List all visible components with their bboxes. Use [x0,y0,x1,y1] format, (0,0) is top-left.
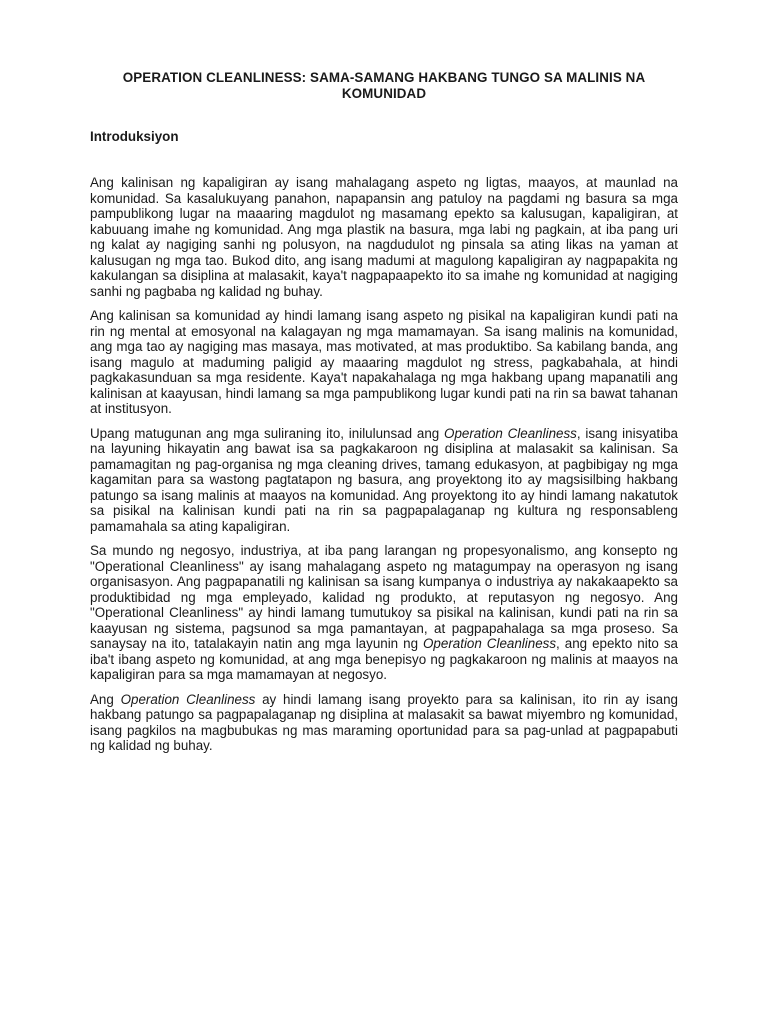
document-body [90,175,678,754]
paragraph-2: Ang kalinisan sa komunidad ay hindi lamang isang aspeto ng pisikal na kapaligiran kundi pati na rin ng mental at emosyonal na kalagayan ng mga mamamayan. Sa isang malinis na komunidad, ang mga tao ay nagiging mas masaya, mas motivated, at mas produktibo. Sa kabilang banda, ang isang magulo at maduming paligid ay maaaring magdulot ng stress, pagkabahala, at hindi pagkakasunduan sa mga residente. Kaya't napakahalaga ng mga hakbang upang mapanatili ang kalinisan at kaayusan, hindi lamang sa mga pampublikong lugar kundi pati na rin sa bawat tahanan at institusyon. [90,308,678,416]
paragraph-1: Ang kalinisan ng kapaligiran ay isang mahalagang aspeto ng ligtas, maayos, at maunlad na komunidad. Sa kasalukuyang panahon, napapansin ang patuloy na pagdami ng basura sa mga pampublikong lugar na maaaring magdulot ng masamang epekto sa kalusugan, kapaligiran, at kabuuang imahe ng komunidad. Ang mga plastik na basura, mga labi ng pagkain, at iba pang uri ng kalat ay nagiging sanhi ng polusyon, na nagdudulot ng pinsala sa ating likas na yaman at kalusugan ng mga tao. Bukod dito, ang isang madumi at magulong kapaligiran ay nagpapakita ng kakulangan sa disiplina at malasakit, kaya't nagpapaapekto ito sa imahe ng komunidad at nagiging sanhi ng pagbaba ng kalidad ng buhay. [90,175,678,299]
paragraph-text: ay hindi lamang isang proyekto para sa kalinisan, ito rin ay isang hakbang patungo sa pagpapalaganap ng disiplina at malasakit sa bawat miyembro ng komunidad, isang pagkilos na magbubukas ng mas maraming oportunidad para sa pag-unlad at pagpapabuti ng kalidad ng buhay. [90,691,678,753]
italic-project-name: Operation Cleanliness [423,636,557,651]
italic-project-name: Operation Cleanliness [120,691,256,707]
paragraph-text: , isang inisyatiba na layuning hikayatin ang bawat isa sa pagkakaroon ng disiplina at malasakit sa kalinisan. Sa pamamagitan ng pag-organisa ng mga cleaning drives, tamang edukasyon, at pagbibigay ng mga kagamitan para sa wastong pagtatapon ng basura, ang proyektong ito ay magsisilbing hakbang patungo sa isang malinis at maayos na komunidad. Ang proyektong ito ay hindi lamang nakatutok sa pisikal na kalinisan kundi pati na rin sa pagpapalaganap ng kultura ng responsableng pamamahala sa ating kapaligiran. [90,425,679,534]
document-title: OPERATION CLEANLINESS: SAMA-SAMANG HAKBANG TUNGO SA MALINIS NA KOMUNIDAD [122,70,646,101]
paragraph-5 [90,692,678,754]
document-page [90,70,678,763]
paragraph-4 [90,543,678,683]
paragraph-text: Sa mundo ng negosyo, industriya, at iba pang larangan ng propesyonalismo, ang konsepto ng "Operational Cleanliness" ay isang mahalagang aspeto ng matagumpay na operasyon ng isang organisasyon. Ang pagpapanatili ng kalinisan sa isang kumpanya o industriya ay nakakaapekto sa produktibidad ng mga empleyado, kalidad ng produkto, at reputasyon ng negosyo. Ang "Operational Cleanliness" ay hindi lamang tumutukoy sa pisikal na kalinisan, kundi pati na rin sa kaayusan ng sistema, pagsunod sa mga pamantayan, at pagpapahalaga sa mga proseso. Sa sanaysay na ito, tatalakayin natin ang mga layunin ng [90,543,678,651]
paragraph-text: Ang [90,691,121,707]
paragraph-3 [90,426,678,535]
section-heading: Introduksiyon [90,129,179,144]
paragraph-text: Upang matugunan ang mga suliraning ito, inilulunsad ang [90,425,445,441]
paragraph-text: , ang epekto nito sa iba't ibang aspeto ng komunidad, at ang mga benepisyo ng pagkakaroon ng malinis at maayos na kapaligiran para sa mga mamamayan at negosyo. [90,636,679,682]
italic-project-name: Operation Cleanliness [444,425,577,441]
